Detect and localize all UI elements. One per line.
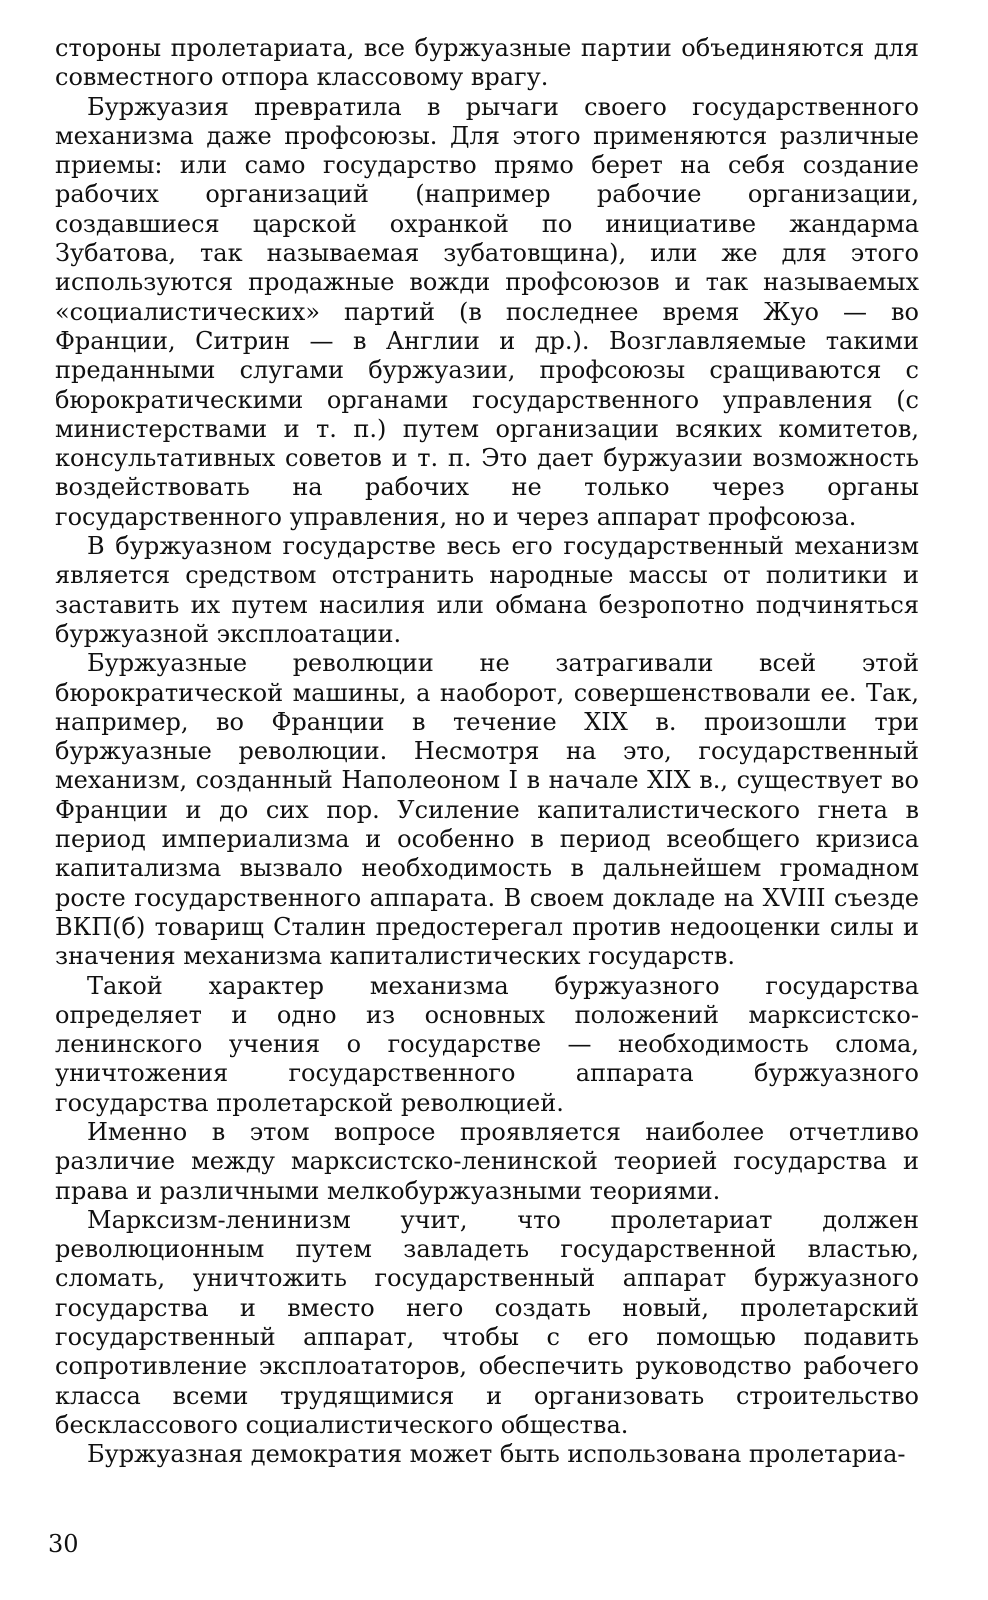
paragraph-6: Именно в этом вопросе проявляется наиболее отчетливо различие между марксистско-ленинской теорией государства и права и различными мелкобуржуазными теориями.	[55, 1117, 919, 1205]
paragraph-3: В буржуазном государстве весь его государственный механизм является средством отстранить народные массы от политики и заставить их путем насилия или обмана безропотно подчиняться буржуазной эксплоатации.	[55, 532, 919, 648]
paragraph-2: Буржуазия превратила в рычаги своего государственного механизма даже профсоюзы. Для этого применяются различные приемы: или само государство прямо берет на себя создание рабочих организаций (например рабочие организации, создавшиеся царской охранкой по инициативе жандарма Зубатова, так называемая зубатовщина), или же для этого используются продажные вожди профсоюзов и так называемых «социалистических» партий (в последнее время Жуо — во Франции, Ситрин — в Англии и др.). Возглавляемые такими преданными слугами буржуазии, профсоюзы сращиваются с бюрократическими органами государственного управления (с министерствами и т. п.) путем организации всяких комитетов, консультативных советов и т. п. Это дает буржуазии возможность воздействовать на рабочих не только через органы государственного управления, но и через аппарат профсоюза.	[55, 92, 919, 531]
paragraph-5: Такой характер механизма буржуазного государства определяет и одно из основных положений марксистско-ленинского учения о государстве — необходимость слома, уничтожения государственного аппарата буржуазного государства пролетарской революцией.	[55, 971, 919, 1117]
paragraph-4: Буржуазные революции не затрагивали всей этой бюрократической машины, а наоборот, совершенствовали ее. Так, например, во Франции в течение XIX в. произошли три буржуазные революции. Несмотря на это, государственный механизм, созданный Наполеоном I в начале XIX в., существует во Франции и до сих пор. Усиление капиталистического гнета в период империализма и особенно в период всеобщего кризиса капитализма вызвало необходимость в дальнейшем громадном росте государственного аппарата. В своем докладе на XVIII съезде ВКП(б) товарищ Сталин предостерегал против недооценки силы и значения механизма капиталистических государств.	[55, 649, 919, 971]
paragraph-7: Марксизм-ленинизм учит, что пролетариат должен революционным путем завладеть государственной властью, сломать, уничтожить государственный аппарат буржуазного государства и вместо него создать новый, пролетарский государственный аппарат, чтобы с его помощью подавить сопротивление эксплоататоров, обеспечить руководство рабочего класса всеми трудящимися и организовать строительство бесклассового социалистического общества.	[55, 1205, 919, 1439]
paragraph-1: стороны пролетариата, все буржуазные партии объединяются для совместного отпора классовому врагу.	[55, 34, 919, 92]
paragraph-8: Буржуазная демократия может быть использована пролетариа-	[87, 1440, 906, 1469]
page-body	[55, 34, 919, 1470]
page-number: 30	[48, 1530, 79, 1558]
